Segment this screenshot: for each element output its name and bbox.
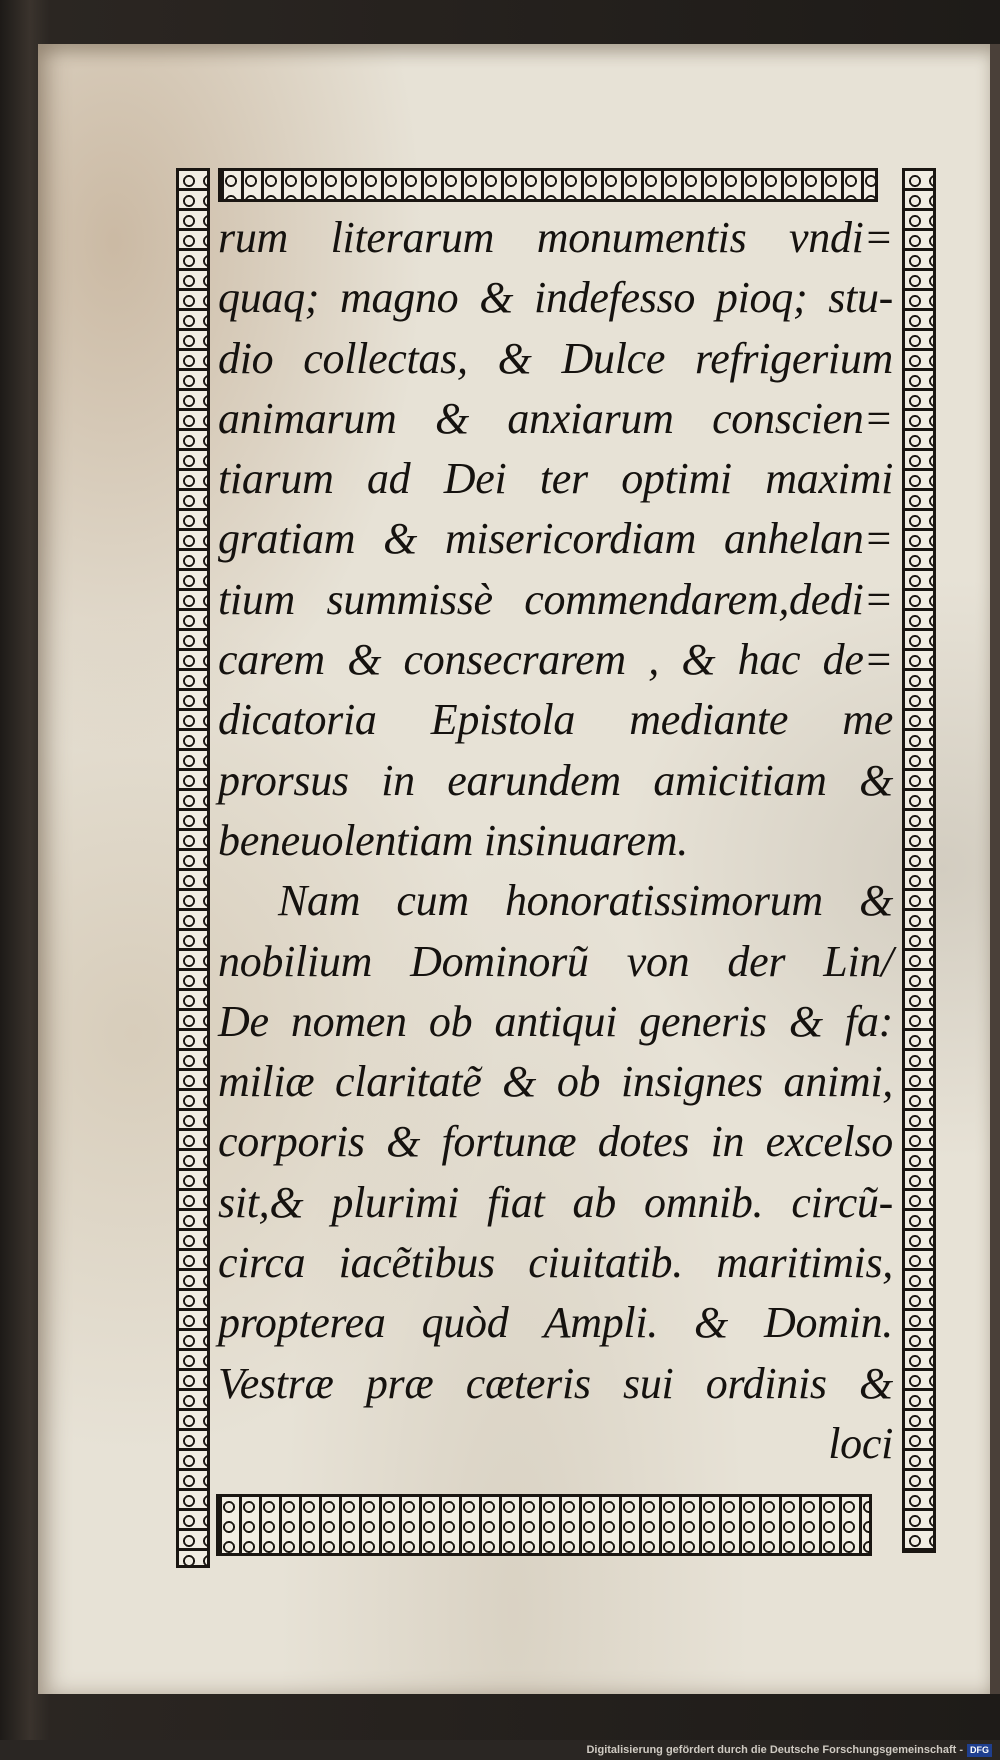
text-line: sit,& plurimi fiat ab omnib. circũ-: [218, 1177, 893, 1227]
border-left: [176, 168, 210, 1568]
text-line: corporis & fortunæ dotes in excelso: [218, 1117, 893, 1167]
text-line: nobilium Dominorũ von der Lin/: [218, 936, 893, 986]
text-line: De nomen ob antiqui generis & fa:: [218, 996, 893, 1046]
footer-credit: [586, 1742, 992, 1758]
text-line: beneuolentiam insinuarem.: [218, 815, 688, 865]
border-right: [902, 168, 936, 1553]
text-line: Vestræ præ cæteris sui ordinis &: [218, 1358, 893, 1408]
dfg-logo: DFG: [967, 1744, 992, 1757]
text-line: miliæ claritatẽ & ob insignes animi,: [218, 1057, 893, 1107]
text-line: quaq; magno & indefesso pioq; stu-: [218, 273, 893, 323]
text-line: rum literarum monumentis vndi=: [218, 213, 893, 262]
text-line: propterea quòd Ampli. & Domin.: [218, 1298, 893, 1348]
text-line: dio collectas, & Dulce refrigerium: [218, 333, 893, 383]
text-line: tiarum ad Dei ter optimi maximi: [218, 454, 893, 504]
text-line: prorsus in earundem amicitiam &: [218, 755, 893, 805]
text-line: circa iacẽtibus ciuitatib. maritimis,: [218, 1238, 893, 1288]
text-line: carem & consecrarem , & hac de=: [218, 635, 893, 685]
page-edge: [990, 44, 1000, 1694]
border-bottom: [216, 1494, 872, 1556]
border-top: [218, 168, 878, 202]
text-line: tium summissè commendarem,dedi=: [218, 574, 893, 624]
credit-text: Digitalisierung gefördert durch die Deutsche Forschungsgemeinschaft -: [586, 1744, 963, 1756]
catchword: loci: [828, 1418, 893, 1468]
text-line: Nam cum honoratissimorum &: [278, 876, 893, 926]
text-line: dicatoria Epistola mediante me: [218, 695, 893, 745]
text-line: gratiam & misericordiam anhelan=: [218, 514, 893, 564]
page-text: [218, 208, 893, 1468]
text-line: animarum & anxiarum conscien=: [218, 393, 893, 443]
